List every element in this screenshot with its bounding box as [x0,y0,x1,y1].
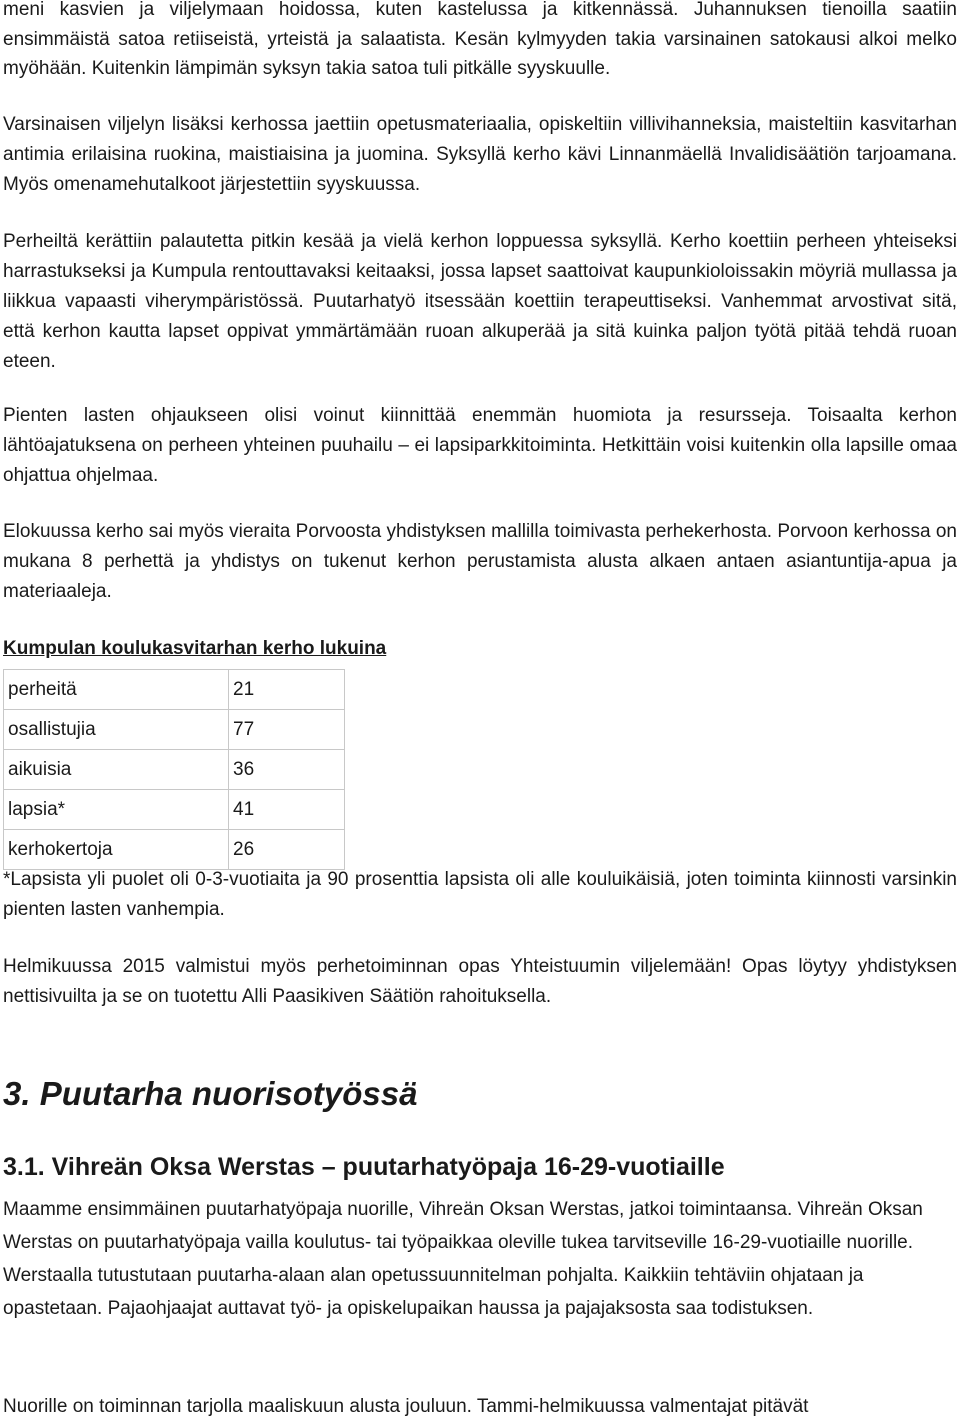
table-footnote: *Lapsista yli puolet oli 0-3-vuotiaita ja 90 prosenttia lapsista oli alle kouluikäisiä, joten toiminta kiinnosti varsinkin pienten lasten vanhempia. [3,869,957,920]
table-cell-label: aikuisia [4,750,229,790]
stats-section [3,635,957,870]
table-title: Kumpulan koulukasvitarhan kerho lukuina [3,638,387,659]
table-cell-value: 21 [229,670,345,710]
table-cell-label: kerhokertoja [4,830,229,870]
paragraph-werstas: Maamme ensimmäinen puutarhatyöpaja nuorille, Vihreän Oksan Werstas, jatkoi toimintaansa. Vihreän Oksan Werstas on puutarhatyöpaja vailla koulutus- tai työpaikkaa oleville tukea tarvitseville 16-29-vuotiaille nuorille. Werstaalla tutustutaan puutarha-alaan alan opetussuunnitelman pohjalta. Kaikkiin tehtäviin ohjataan ja opastetaan. Pajaohjaajat auttavat työ- ja opiskelupaikan haussa ja pajajaksosta saa todistuksen. [3,1199,923,1319]
stats-table [3,669,345,870]
table-row [4,790,345,830]
paragraph-season: Nuorille on toiminnan tarjolla maaliskuun alusta jouluun. Tammi-helmikuussa valmentajat pitävät [3,1396,809,1417]
table-cell-value: 77 [229,710,345,750]
subsection-heading: 3.1. Vihreän Oksa Werstas – puutarhatyöpaja 16-29-vuotiaille [3,1153,725,1181]
paragraph-guidebook: Helmikuussa 2015 valmistui myös perhetoiminnan opas Yhteistuumin viljelemään! Opas löytyy yhdistyksen nettisivuilta ja se on tuotettu Alli Paasikiven Säätiön rahoituksella. [3,956,957,1007]
table-row [4,750,345,790]
section-heading: 3. Puutarha nuorisotyössä [3,1075,418,1112]
table-row [4,670,345,710]
table-cell-label: perheitä [4,670,229,710]
paragraph-harvest: meni kasvien ja viljelymaan hoidossa, kuten kastelussa ja kitkennässä. Juhannuksen tienoilla saatiin ensimmäistä satoa retiiseistä, yrteistä ja salaatista. Kesän kylmyyden takia varsinainen satokausi alkoi melko myöhään. Kuitenkin lämpimän syksyn takia satoa tuli pitkälle syyskuulle. [3,0,957,79]
table-cell-value: 41 [229,790,345,830]
paragraph-feedback: Perheiltä kerättiin palautetta pitkin kesää ja vielä kerhon loppuessa syksyllä. Kerho koettiin perheen yhteiseksi harrastukseksi ja Kumpula rentouttavaksi keitaaksi, jossa lapset saattoivat kaupunkioloissakin möyriä mullassa ja liikkua vapaasti viherympäristössä. Puutarhatyö itsessään koettiin terapeuttiseksi. Vanhemmat arvostivat sitä, että kerhon kautta lapset oppivat ymmärtämään ruoan alkuperää ja sitä kuinka paljon työtä pitää tehdä ruoan eteen. [3,231,957,372]
table-row [4,710,345,750]
table-cell-label: lapsia* [4,790,229,830]
table-cell-value: 26 [229,830,345,870]
paragraph-activities: Varsinaisen viljelyn lisäksi kerhossa jaettiin opetusmateriaalia, opiskeltiin villivihanneksia, maisteltiin kasvitarhan antimia erilaisina ruokina, maistiaisina ja juomina. Syksyllä kerho kävi Linnanmäellä Invalidisäätiön tarjoamana. Myös omenamehutalkoot järjestettiin syyskuussa. [3,114,957,195]
paragraph-children-guidance: Pienten lasten ohjaukseen olisi voinut kiinnittää enemmän huomiota ja resursseja. Toisaalta kerhon lähtöajatuksena on perheen yhteinen puuhailu – ei lapsiparkkitoiminta. Hetkittäin voisi kuitenkin olla lapsille omaa ohjattua ohjelmaa. [3,405,957,486]
table-cell-value: 36 [229,750,345,790]
table-cell-label: osallistujia [4,710,229,750]
paragraph-porvoo-visit: Elokuussa kerho sai myös vieraita Porvoosta yhdistyksen mallilla toimivasta perhekerhosta. Porvoon kerhossa on mukana 8 perhettä ja yhdistys on tukenut kerhon perustamista alusta alkaen antaen asiantuntija-apua ja materiaaleja. [3,521,957,602]
table-row [4,830,345,870]
